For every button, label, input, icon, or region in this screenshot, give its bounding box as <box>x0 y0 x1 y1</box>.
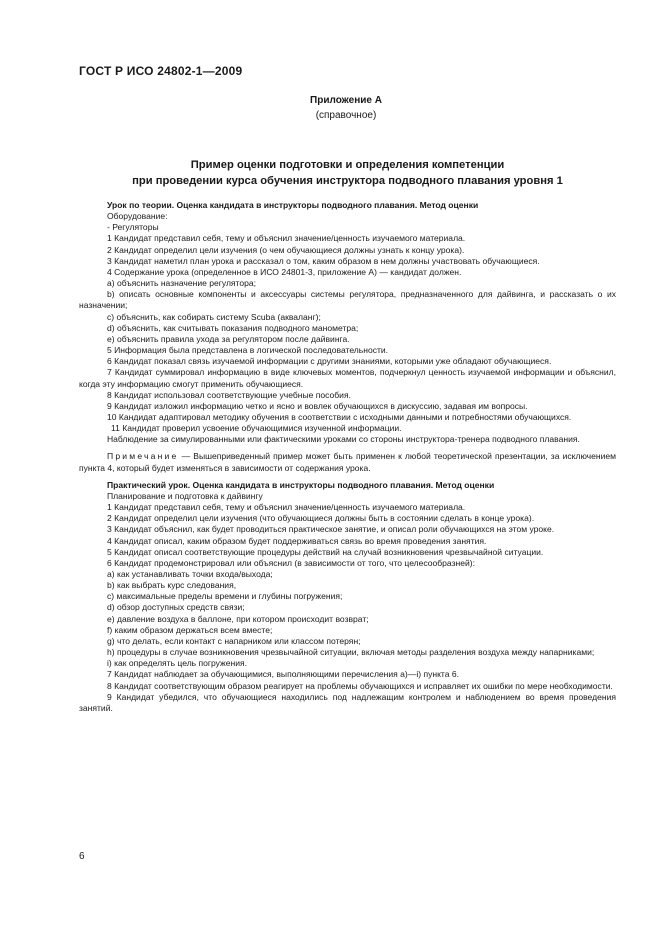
theory-item-3: 3 Кандидат наметил план урока и рассказал о том, каким образом в нем должны участвовать обучающиеся. <box>107 255 540 266</box>
theory-item-2: 2 Кандидат определил цели изучения (о чем обучающиеся должны узнать к концу урока). <box>107 244 465 255</box>
practical-item-2: 2 Кандидат определил цели изучения (что обучающиеся должны быть в состоянии сделать в конце урока). <box>107 513 535 524</box>
practical-item-9: 9 Кандидат убедился, что обучающиеся находились под надлежащим контролем и наблюдением во время проведения занятий. <box>79 691 616 713</box>
appendix-label <box>300 93 392 123</box>
theory-item-9: 9 Кандидат изложил информацию четко и ясно и вовлек обучающихся в дискуссию, задавая им вопросы. <box>107 400 528 411</box>
practical-item-6f: f) каким образом держаться всем вместе; <box>107 624 273 635</box>
theory-item-10: 10 Кандидат адаптировал методику обучения в соответствии с исходными данными и потребностями обучающихся. <box>107 411 572 422</box>
theory-item-4e: e) объяснить правила ухода за регулятором после дайвинга. <box>107 333 350 344</box>
practical-item-5: 5 Кандидат описал соответствующие процедуры действий на случай возникновения чрезвычайной ситуации. <box>107 546 544 557</box>
practical-item-4: 4 Кандидат описал, каким образом будет поддерживаться связь во время проведения занятия. <box>107 535 487 546</box>
practical-item-7: 7 Кандидат наблюдает за обучающимися, выполняющими перечисления а)—i) пункта 6. <box>107 669 459 680</box>
equipment-item: - Регуляторы <box>107 222 159 233</box>
theory-item-4a: a) объяснить назначение регулятора; <box>107 278 257 289</box>
title-line-1: Пример оценки подготовки и определения компетенции <box>190 159 505 171</box>
note-label: Примечание <box>107 451 179 462</box>
theory-item-4c: c) объяснить, как собирать систему Scuba (акваланг); <box>107 311 321 322</box>
equipment-label: Оборудование: <box>107 211 168 222</box>
planning-label: Планирование и подготовка к дайвингу <box>107 490 263 501</box>
practical-item-6g: g) что делать, если контакт с напарником или классом потерян; <box>107 635 361 646</box>
theory-item-7: 7 Кандидат суммировал информацию в виде ключевых моментов, подчеркнул ценность изучаемой информации и объяснил, когда эту информацию смогут применить обучающиеся. <box>79 367 616 389</box>
observation-text: Наблюдение за симулированными или фактическими уроками со стороны инструктора-тренера подводного плавания. <box>107 434 580 445</box>
practical-item-6c: c) максимальные пределы времени и глубины погружения; <box>107 591 343 602</box>
title-line-2: при проведении курса обучения инструктора подводного плавания уровня 1 <box>132 175 563 187</box>
practical-item-6: 6 Кандидат продемонстрировал или объяснил (в зависимости от того, что целесообразней): <box>107 557 475 568</box>
page-title <box>80 157 615 189</box>
theory-item-11: 11 Кандидат проверил усвоение обучающимися изученной информации. <box>111 423 402 434</box>
theory-heading: Урок по теории. Оценка кандидата в инструкторы подводного плавания. Метод оценки <box>107 200 479 210</box>
practical-item-8: 8 Кандидат соответствующим образом реагирует на проблемы обучающихся и исправляет их ошибки по мере необходимости. <box>107 680 613 691</box>
theory-item-5: 5 Информация была представлена в логической последовательности. <box>107 345 389 356</box>
appendix-title: Приложение А <box>310 95 382 106</box>
practical-item-6h: h) процедуры в случае возникновения чрезвычайной ситуации, включая методы разделения воздуха между напарниками; <box>107 647 595 658</box>
theory-item-4b: b) описать основные компоненты и аксессуары системы регулятора, предназначенного для дайвинга, и рассказать о их назначении; <box>79 289 616 311</box>
theory-item-4: 4 Содержание урока (определенное в ИСО 24801-3, приложение А) — кандидат должен. <box>107 266 462 277</box>
document-header: ГОСТ Р ИСО 24802-1—2009 <box>79 64 243 78</box>
practical-item-6e: e) давление воздуха в баллоне, при котором происходит возврат; <box>107 613 369 624</box>
theory-item-1: 1 Кандидат представил себя, тему и объяснил значение/ценность изучаемого материала. <box>107 233 466 244</box>
document-body <box>79 200 616 714</box>
page-number: 6 <box>79 851 85 862</box>
note-text: — Вышеприведенный пример может быть применен к любой теоретической презентации, за исключением пункта 4, который будет изменяться в зависимости от содержания урока. <box>79 451 616 473</box>
practical-item-3: 3 Кандидат объяснил, как будет проводиться практическое занятие, и описал роли обучающихся на этом уроке. <box>107 524 555 535</box>
note-paragraph <box>79 451 616 473</box>
theory-item-6: 6 Кандидат показал связь изучаемой информации с другими знаниями, которыми уже обладают обучающиеся. <box>107 356 552 367</box>
theory-item-4d: d) объяснить, как считывать показания подводного манометра; <box>107 322 359 333</box>
practical-item-6b: b) как выбрать курс следования, <box>107 580 237 591</box>
practical-item-6d: d) обзор доступных средств связи; <box>107 602 245 613</box>
practical-item-6i: i) как определять цель погружения. <box>107 658 248 669</box>
practical-heading: Практический урок. Оценка кандидата в инструкторы подводного плавания. Метод оценки <box>107 479 495 490</box>
practical-item-6a: a) как устанавливать точки входа/выхода; <box>107 569 273 579</box>
theory-item-8: 8 Кандидат использовал соответствующие учебные пособия. <box>107 389 351 400</box>
practical-item-1: 1 Кандидат представил себя, тему и объяснил значение/ценность изучаемого материала. <box>107 502 466 513</box>
appendix-subtitle: (справочное) <box>315 110 377 121</box>
